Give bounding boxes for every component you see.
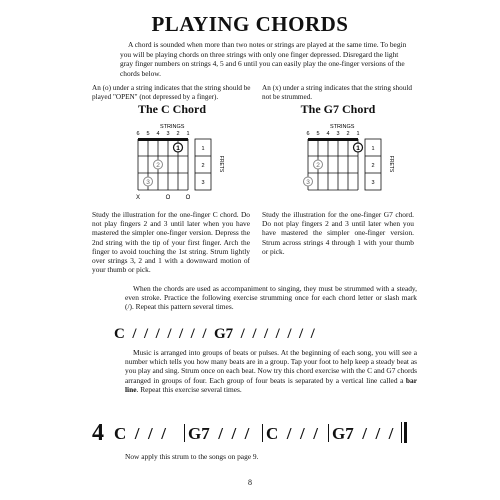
bar-line-term: bar line xyxy=(125,375,417,394)
finger-dot-3 xyxy=(304,177,313,186)
g7-chord-diagram xyxy=(298,120,408,204)
finger-dot-3 xyxy=(144,177,153,186)
string-number: 2 xyxy=(346,131,350,137)
final-bar-line-thick xyxy=(404,422,407,443)
page-number: 8 xyxy=(248,478,252,487)
svg-text:2: 2 xyxy=(156,162,160,169)
svg-text:3: 3 xyxy=(306,179,310,186)
string-number: 1 xyxy=(186,131,190,137)
fret-number-box xyxy=(365,139,381,190)
open-marker: O xyxy=(185,195,191,201)
strings-label: STRINGS xyxy=(160,124,185,130)
string-number: 3 xyxy=(336,131,340,137)
strum-exercise: C / / / / / / / G7 / / / / / / / xyxy=(114,326,315,342)
page-title: PLAYING CHORDS xyxy=(151,12,349,36)
finger-dot-1 xyxy=(354,143,363,152)
measure: C / / / xyxy=(266,424,318,443)
string-number: 6 xyxy=(306,131,310,137)
string-number: 4 xyxy=(326,131,330,137)
measure: C / / / xyxy=(114,424,166,443)
fret-number: 3 xyxy=(371,180,375,186)
muted-string-note: An (x) under a string indicates that the string should not be strummed. xyxy=(262,84,412,101)
strings-label: STRINGS xyxy=(330,124,355,130)
fret-number: 3 xyxy=(201,180,205,186)
fret-number: 1 xyxy=(371,146,375,152)
muted-marker: X xyxy=(135,195,141,201)
string-number: 6 xyxy=(136,131,140,137)
bar-line xyxy=(262,424,263,442)
finger-dot-1 xyxy=(174,143,183,152)
g7-chord-title: The G7 Chord xyxy=(300,102,376,116)
svg-text:2: 2 xyxy=(316,162,320,169)
time-signature: 4 xyxy=(92,420,104,446)
string-number: 5 xyxy=(146,131,150,137)
string-number: 1 xyxy=(356,131,360,137)
c-chord-diagram xyxy=(128,120,238,204)
apply-instruction: Now apply this strum to the songs on page 9. xyxy=(125,452,259,461)
bar-line xyxy=(328,424,329,442)
finger-dot-2 xyxy=(314,160,323,169)
beats-paragraph: Music is arranged into groups of beats or pulses. At the beginning of each song, you will see a number which tells you how many beats are in a group. Tap your foot to help keep a steady beat as you play and sing. Strum once on each beat. Now try this chord exercise with the C and G7 chords arranged in groups of four. Each group of four beats is separated by a vertical line called a bar line. Repeat this exercise several times. xyxy=(125,348,417,394)
string-number: 4 xyxy=(156,131,160,137)
c-chord-title: The C Chord xyxy=(137,102,206,116)
finger-dot-2 xyxy=(154,160,163,169)
svg-text:1: 1 xyxy=(176,145,180,152)
open-marker: O xyxy=(165,195,171,201)
final-bar-line-thin xyxy=(401,422,402,443)
bar-line xyxy=(184,424,185,442)
frets-label: FRETS xyxy=(218,155,224,173)
string-number: 5 xyxy=(316,131,320,137)
svg-text:3: 3 xyxy=(146,179,150,186)
measure: G7 / / / xyxy=(332,424,394,443)
fret-number: 1 xyxy=(201,146,205,152)
accompaniment-paragraph: When the chords are used as accompaniment to singing, they must be strummed with a steady, even stroke. Practice the following exercise strumming once for each chord letter or slash mark (/). Repeat this pattern several times. xyxy=(125,284,417,312)
nut xyxy=(308,138,358,141)
frets-label: FRETS xyxy=(388,155,394,173)
intro-paragraph: A chord is sounded when more than two notes or strings are played at the same time. To begin you will be playing chords on three strings with only one finger depressed. Disregard the light gray finger numbers on strings 4, 5 and 6 until you can easily play the one-finger versions of the chords below. xyxy=(120,40,407,78)
string-number: 3 xyxy=(166,131,170,137)
nut xyxy=(138,138,188,141)
measure: G7 / / / xyxy=(188,424,250,443)
string-number: 2 xyxy=(176,131,180,137)
c-chord-description: Study the illustration for the one-finger C chord. Do not play fingers 2 and 3 until later when you have mastered the simpler one-finger version. Depress the 2nd string with the tip of your first finger. Arch the finger to avoid touching the 1st string. Strum lightly over strings 3, 2 and 1 with a downward motion of your thumb or pick. xyxy=(92,210,250,275)
g7-chord-description: Study the illustration for the one-finger G7 chord. Do not play fingers 2 and 3 until later when you have mastered the simpler one-finger version. Strum across strings 4 through 1 with your thumb or pick. xyxy=(262,210,414,256)
open-string-note: An (o) under a string indicates that the string should be played "OPEN" (not depressed by a finger). xyxy=(92,84,251,101)
fret-number-box xyxy=(195,139,211,190)
svg-text:1: 1 xyxy=(356,145,360,152)
fret-number: 2 xyxy=(201,163,205,169)
fret-number: 2 xyxy=(371,163,375,169)
